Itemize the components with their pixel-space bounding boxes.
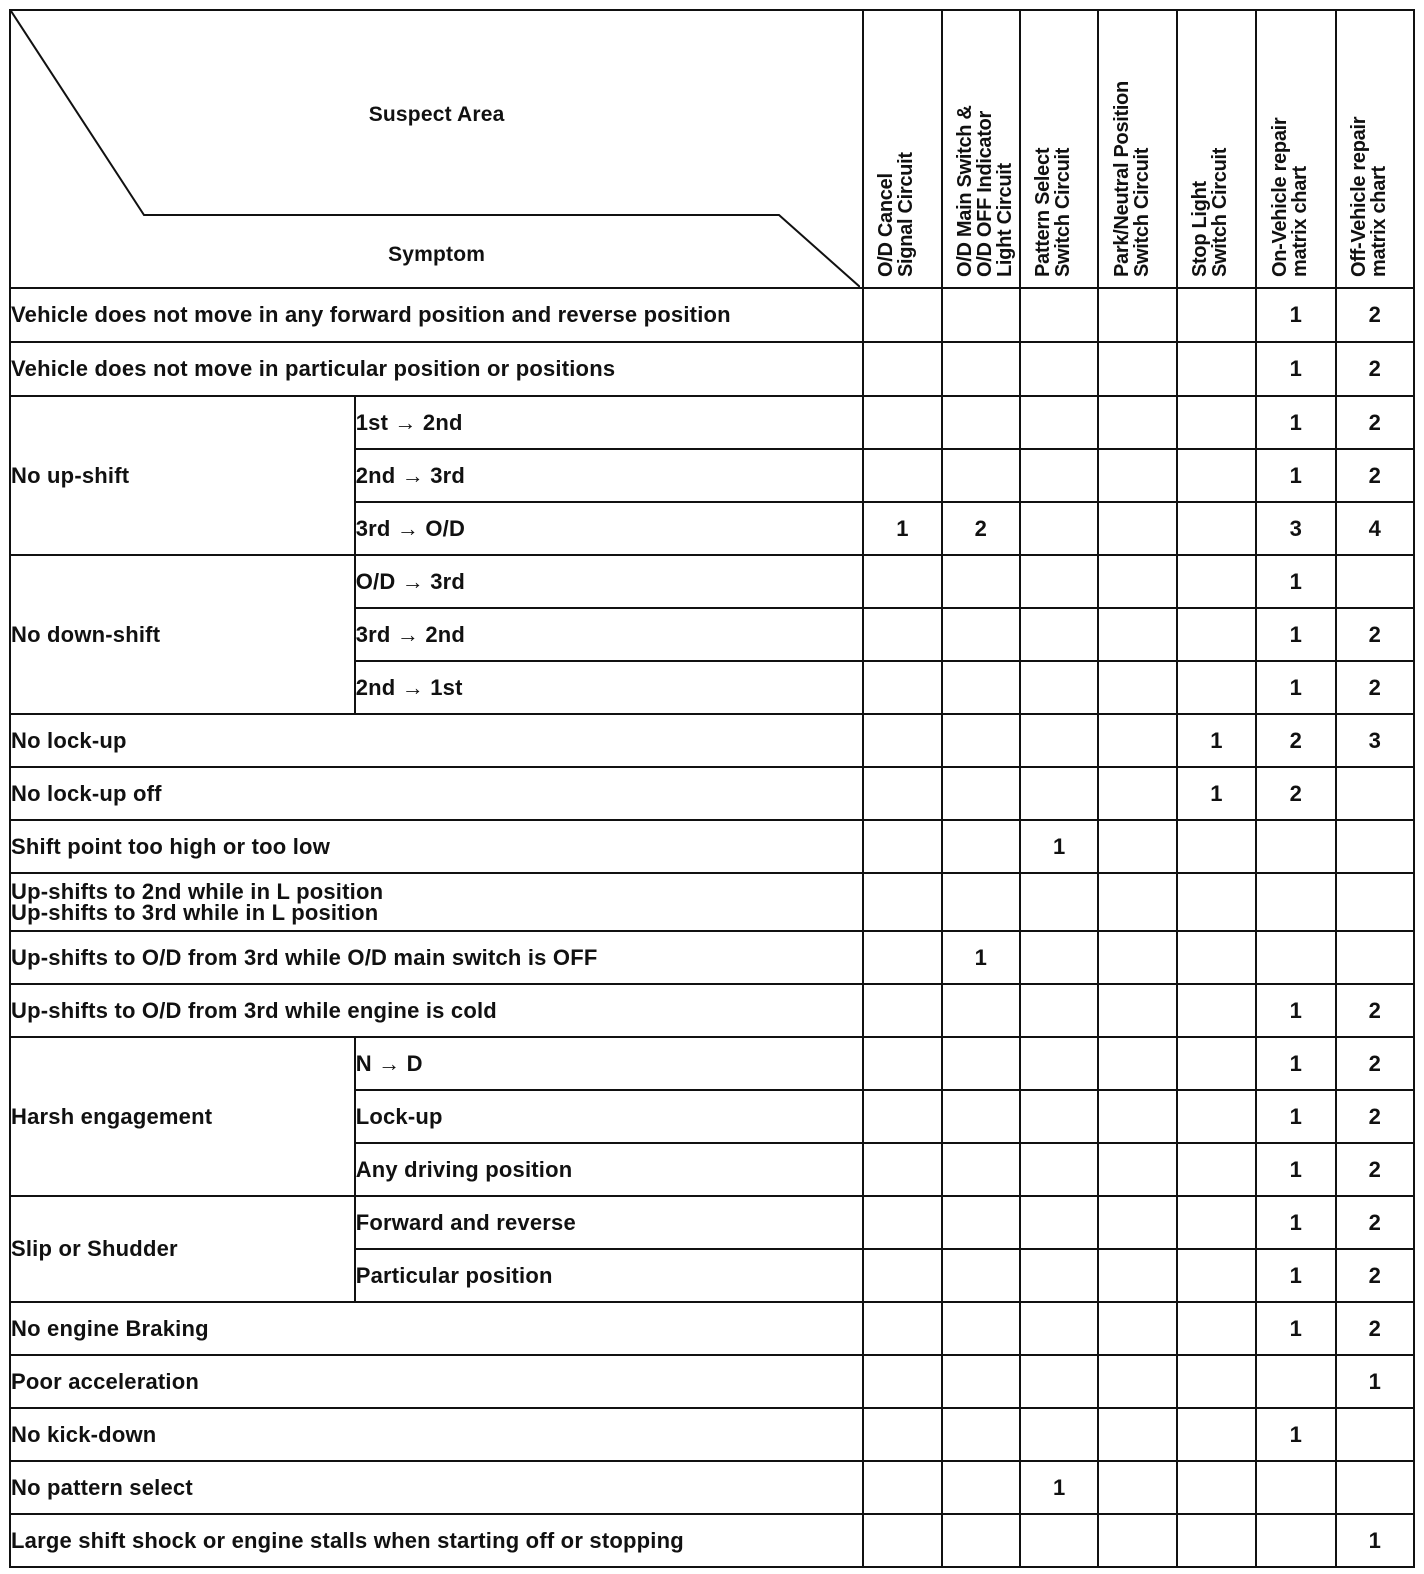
priority-cell bbox=[1020, 1408, 1098, 1461]
priority-cell bbox=[863, 342, 941, 396]
priority-cell bbox=[1098, 1514, 1176, 1567]
priority-cell bbox=[1098, 661, 1176, 714]
symptom-condition: N → D bbox=[355, 1037, 864, 1090]
symptom-condition: Forward and reverse bbox=[355, 1196, 864, 1249]
table-row bbox=[10, 342, 1414, 396]
priority-cell bbox=[942, 1514, 1020, 1567]
symptom-cell bbox=[10, 873, 863, 931]
col-header-park-neutral: Park/Neutral Position Switch Circuit bbox=[1098, 10, 1176, 288]
priority-cell bbox=[942, 1090, 1020, 1143]
priority-cell: 2 bbox=[1256, 714, 1335, 767]
priority-cell: 1 bbox=[1177, 767, 1256, 820]
priority-cell bbox=[1020, 984, 1098, 1037]
priority-cell bbox=[1256, 873, 1335, 931]
priority-cell: 1 bbox=[1020, 820, 1098, 873]
priority-cell bbox=[863, 449, 941, 502]
priority-cell: 2 bbox=[1336, 1090, 1414, 1143]
priority-cell bbox=[942, 1355, 1020, 1408]
priority-cell bbox=[863, 1355, 941, 1408]
priority-cell: 2 bbox=[1336, 984, 1414, 1037]
priority-cell bbox=[1098, 1355, 1176, 1408]
symptom-cell: Shift point too high or too low bbox=[10, 820, 863, 873]
priority-cell: 1 bbox=[1020, 1461, 1098, 1514]
priority-cell bbox=[1177, 1143, 1256, 1196]
priority-cell: 2 bbox=[942, 502, 1020, 555]
priority-cell bbox=[1177, 873, 1256, 931]
table-row bbox=[10, 1355, 1414, 1408]
table-row bbox=[10, 288, 1414, 342]
priority-cell bbox=[1177, 1408, 1256, 1461]
priority-cell bbox=[942, 820, 1020, 873]
table-row bbox=[10, 1196, 1414, 1249]
table-row bbox=[10, 1302, 1414, 1355]
symptom-condition: 1st → 2nd bbox=[355, 396, 864, 449]
col-header-off-vehicle: Off-Vehicle repair matrix chart bbox=[1336, 10, 1414, 288]
priority-cell bbox=[1098, 1143, 1176, 1196]
symptom-line: Up-shifts to 3rd while in L position bbox=[11, 900, 379, 925]
priority-cell bbox=[1098, 449, 1176, 502]
priority-cell bbox=[942, 661, 1020, 714]
corner-header bbox=[10, 10, 863, 288]
priority-cell: 3 bbox=[1336, 714, 1414, 767]
symptom-cell: Large shift shock or engine stalls when starting off or stopping bbox=[10, 1514, 863, 1567]
priority-cell bbox=[1020, 449, 1098, 502]
symptom-group: No up-shift bbox=[10, 396, 355, 555]
priority-cell bbox=[1098, 342, 1176, 396]
priority-cell bbox=[1256, 1514, 1335, 1567]
priority-cell bbox=[1177, 288, 1256, 342]
priority-cell bbox=[1098, 767, 1176, 820]
priority-cell bbox=[942, 396, 1020, 449]
priority-cell bbox=[1098, 714, 1176, 767]
priority-cell bbox=[1020, 1355, 1098, 1408]
col-header-stop-light: Stop Light Switch Circuit bbox=[1177, 10, 1256, 288]
priority-cell bbox=[1098, 608, 1176, 661]
troubleshooting-matrix bbox=[9, 9, 1415, 1568]
symptom-cell: Poor acceleration bbox=[10, 1355, 863, 1408]
priority-cell bbox=[942, 1408, 1020, 1461]
priority-cell bbox=[1020, 342, 1098, 396]
priority-cell: 2 bbox=[1336, 1196, 1414, 1249]
priority-cell bbox=[1098, 555, 1176, 608]
table-row bbox=[10, 1461, 1414, 1514]
priority-cell bbox=[863, 1090, 941, 1143]
priority-cell bbox=[863, 555, 941, 608]
priority-cell bbox=[1256, 931, 1335, 984]
priority-cell bbox=[1020, 1143, 1098, 1196]
priority-cell: 1 bbox=[1336, 1514, 1414, 1567]
table-row bbox=[10, 1514, 1414, 1567]
priority-cell bbox=[1020, 767, 1098, 820]
priority-cell bbox=[863, 873, 941, 931]
table-row bbox=[10, 767, 1414, 820]
priority-cell bbox=[1177, 1514, 1256, 1567]
priority-cell bbox=[1098, 1196, 1176, 1249]
priority-cell: 2 bbox=[1336, 396, 1414, 449]
symptom-group: Slip or Shudder bbox=[10, 1196, 355, 1302]
priority-cell bbox=[1098, 873, 1176, 931]
symptom-group: Harsh engagement bbox=[10, 1037, 355, 1196]
table-row bbox=[10, 714, 1414, 767]
col-header-od-cancel: O/D Cancel Signal Circuit bbox=[863, 10, 941, 288]
priority-cell bbox=[942, 1302, 1020, 1355]
priority-cell bbox=[942, 1461, 1020, 1514]
symptom-cell: Vehicle does not move in particular position or positions bbox=[10, 342, 863, 396]
priority-cell bbox=[942, 1196, 1020, 1249]
priority-cell bbox=[1020, 1514, 1098, 1567]
symptom-cell: No lock-up bbox=[10, 714, 863, 767]
priority-cell bbox=[1020, 1037, 1098, 1090]
priority-cell: 4 bbox=[1336, 502, 1414, 555]
table-row bbox=[10, 1408, 1414, 1461]
symptom-condition: 3rd → 2nd bbox=[355, 608, 864, 661]
priority-cell bbox=[1336, 820, 1414, 873]
priority-cell bbox=[1177, 449, 1256, 502]
priority-cell bbox=[1020, 1249, 1098, 1302]
priority-cell bbox=[863, 1408, 941, 1461]
priority-cell bbox=[1177, 1302, 1256, 1355]
symptom-cell: No kick-down bbox=[10, 1408, 863, 1461]
priority-cell bbox=[942, 1037, 1020, 1090]
priority-cell: 1 bbox=[942, 931, 1020, 984]
priority-cell: 1 bbox=[863, 502, 941, 555]
priority-cell bbox=[1177, 1196, 1256, 1249]
priority-cell bbox=[1177, 1037, 1256, 1090]
priority-cell bbox=[1020, 1302, 1098, 1355]
priority-cell bbox=[1336, 1461, 1414, 1514]
priority-cell bbox=[863, 767, 941, 820]
symptom-cell: No lock-up off bbox=[10, 767, 863, 820]
table-row bbox=[10, 873, 1414, 931]
priority-cell bbox=[1098, 1302, 1176, 1355]
priority-cell: 3 bbox=[1256, 502, 1335, 555]
priority-cell: 1 bbox=[1256, 1037, 1335, 1090]
symptom-condition: Particular position bbox=[355, 1249, 864, 1302]
priority-cell bbox=[863, 661, 941, 714]
priority-cell bbox=[1020, 608, 1098, 661]
priority-cell bbox=[863, 608, 941, 661]
priority-cell: 1 bbox=[1256, 984, 1335, 1037]
priority-cell bbox=[1177, 396, 1256, 449]
priority-cell bbox=[1336, 767, 1414, 820]
symptom-line: Up-shifts to 2nd while in L position bbox=[11, 879, 384, 904]
priority-cell bbox=[1098, 1090, 1176, 1143]
priority-cell: 1 bbox=[1256, 288, 1335, 342]
table-row bbox=[10, 1037, 1414, 1090]
priority-cell bbox=[1020, 714, 1098, 767]
priority-cell bbox=[1098, 1249, 1176, 1302]
priority-cell: 2 bbox=[1336, 1249, 1414, 1302]
priority-cell: 2 bbox=[1336, 1302, 1414, 1355]
symptom-condition: 2nd → 1st bbox=[355, 661, 864, 714]
priority-cell bbox=[942, 714, 1020, 767]
table-row bbox=[10, 931, 1414, 984]
priority-cell bbox=[1336, 873, 1414, 931]
col-header-od-main-switch: O/D Main Switch & O/D OFF Indicator Light Circuit bbox=[942, 10, 1020, 288]
priority-cell bbox=[942, 984, 1020, 1037]
priority-cell bbox=[1098, 984, 1176, 1037]
priority-cell bbox=[863, 984, 941, 1037]
priority-cell bbox=[863, 1037, 941, 1090]
priority-cell: 1 bbox=[1256, 449, 1335, 502]
priority-cell: 2 bbox=[1336, 288, 1414, 342]
priority-cell: 2 bbox=[1336, 342, 1414, 396]
symptom-cell: Vehicle does not move in any forward position and reverse position bbox=[10, 288, 863, 342]
priority-cell bbox=[1177, 1355, 1256, 1408]
table-row bbox=[10, 984, 1414, 1037]
symptom-group: No down-shift bbox=[10, 555, 355, 714]
priority-cell bbox=[1177, 820, 1256, 873]
priority-cell bbox=[1020, 288, 1098, 342]
priority-cell bbox=[1098, 1408, 1176, 1461]
priority-cell: 1 bbox=[1256, 1249, 1335, 1302]
priority-cell bbox=[942, 873, 1020, 931]
priority-cell: 1 bbox=[1256, 1408, 1335, 1461]
priority-cell bbox=[1020, 661, 1098, 714]
priority-cell: 1 bbox=[1256, 1196, 1335, 1249]
symptom-condition: Any driving position bbox=[355, 1143, 864, 1196]
priority-cell: 2 bbox=[1336, 449, 1414, 502]
symptom-cell: Up-shifts to O/D from 3rd while engine is cold bbox=[10, 984, 863, 1037]
priority-cell: 2 bbox=[1336, 608, 1414, 661]
priority-cell: 1 bbox=[1256, 661, 1335, 714]
priority-cell bbox=[1177, 1461, 1256, 1514]
priority-cell bbox=[942, 767, 1020, 820]
priority-cell bbox=[942, 555, 1020, 608]
symptom-condition: Lock-up bbox=[355, 1090, 864, 1143]
priority-cell bbox=[1020, 555, 1098, 608]
priority-cell: 1 bbox=[1177, 714, 1256, 767]
priority-cell: 1 bbox=[1256, 1302, 1335, 1355]
priority-cell bbox=[1177, 984, 1256, 1037]
priority-cell bbox=[1098, 502, 1176, 555]
priority-cell bbox=[863, 1302, 941, 1355]
symptom-cell: No engine Braking bbox=[10, 1302, 863, 1355]
priority-cell bbox=[1177, 608, 1256, 661]
priority-cell bbox=[863, 931, 941, 984]
header-row bbox=[10, 10, 1414, 288]
priority-cell bbox=[1098, 1461, 1176, 1514]
priority-cell: 2 bbox=[1336, 661, 1414, 714]
priority-cell bbox=[1336, 1408, 1414, 1461]
priority-cell bbox=[1177, 342, 1256, 396]
priority-cell bbox=[1336, 555, 1414, 608]
priority-cell bbox=[1256, 1355, 1335, 1408]
priority-cell bbox=[1020, 873, 1098, 931]
suspect-area-label: Suspect Area bbox=[368, 103, 505, 126]
priority-cell bbox=[863, 1461, 941, 1514]
priority-cell bbox=[1336, 931, 1414, 984]
symptom-cell: Up-shifts to O/D from 3rd while O/D main switch is OFF bbox=[10, 931, 863, 984]
col-header-pattern-select: Pattern Select Switch Circuit bbox=[1020, 10, 1098, 288]
priority-cell bbox=[1256, 820, 1335, 873]
priority-cell bbox=[863, 396, 941, 449]
symptom-condition: 3rd → O/D bbox=[355, 502, 864, 555]
priority-cell: 2 bbox=[1336, 1143, 1414, 1196]
priority-cell bbox=[1098, 1037, 1176, 1090]
table-row bbox=[10, 555, 1414, 608]
priority-cell bbox=[942, 1249, 1020, 1302]
table-row bbox=[10, 396, 1414, 449]
priority-cell bbox=[942, 288, 1020, 342]
priority-cell bbox=[1098, 820, 1176, 873]
priority-cell: 1 bbox=[1336, 1355, 1414, 1408]
priority-cell bbox=[1177, 931, 1256, 984]
symptom-condition: O/D → 3rd bbox=[355, 555, 864, 608]
priority-cell bbox=[863, 1196, 941, 1249]
priority-cell: 2 bbox=[1256, 767, 1335, 820]
symptom-condition: 2nd → 3rd bbox=[355, 449, 864, 502]
priority-cell bbox=[863, 820, 941, 873]
priority-cell bbox=[1177, 1090, 1256, 1143]
symptom-cell: No pattern select bbox=[10, 1461, 863, 1514]
priority-cell bbox=[1020, 396, 1098, 449]
col-header-on-vehicle: On-Vehicle repair matrix chart bbox=[1256, 10, 1335, 288]
priority-cell bbox=[863, 288, 941, 342]
priority-cell bbox=[1177, 661, 1256, 714]
priority-cell: 1 bbox=[1256, 1090, 1335, 1143]
priority-cell bbox=[1177, 555, 1256, 608]
priority-cell bbox=[1020, 1196, 1098, 1249]
symptom-label: Symptom bbox=[388, 243, 486, 266]
priority-cell: 1 bbox=[1256, 396, 1335, 449]
priority-cell bbox=[863, 1249, 941, 1302]
priority-cell bbox=[942, 608, 1020, 661]
priority-cell bbox=[942, 449, 1020, 502]
priority-cell bbox=[863, 1514, 941, 1567]
priority-cell bbox=[1256, 1461, 1335, 1514]
priority-cell bbox=[1098, 288, 1176, 342]
priority-cell: 1 bbox=[1256, 1143, 1335, 1196]
priority-cell: 1 bbox=[1256, 608, 1335, 661]
priority-cell bbox=[1020, 931, 1098, 984]
priority-cell bbox=[863, 714, 941, 767]
priority-cell bbox=[942, 1143, 1020, 1196]
priority-cell: 1 bbox=[1256, 342, 1335, 396]
priority-cell bbox=[1020, 1090, 1098, 1143]
priority-cell bbox=[1177, 1249, 1256, 1302]
priority-cell: 2 bbox=[1336, 1037, 1414, 1090]
priority-cell bbox=[1177, 502, 1256, 555]
table-row bbox=[10, 820, 1414, 873]
priority-cell bbox=[942, 342, 1020, 396]
priority-cell bbox=[1098, 931, 1176, 984]
priority-cell bbox=[1020, 502, 1098, 555]
priority-cell bbox=[863, 1143, 941, 1196]
priority-cell bbox=[1098, 396, 1176, 449]
priority-cell: 1 bbox=[1256, 555, 1335, 608]
